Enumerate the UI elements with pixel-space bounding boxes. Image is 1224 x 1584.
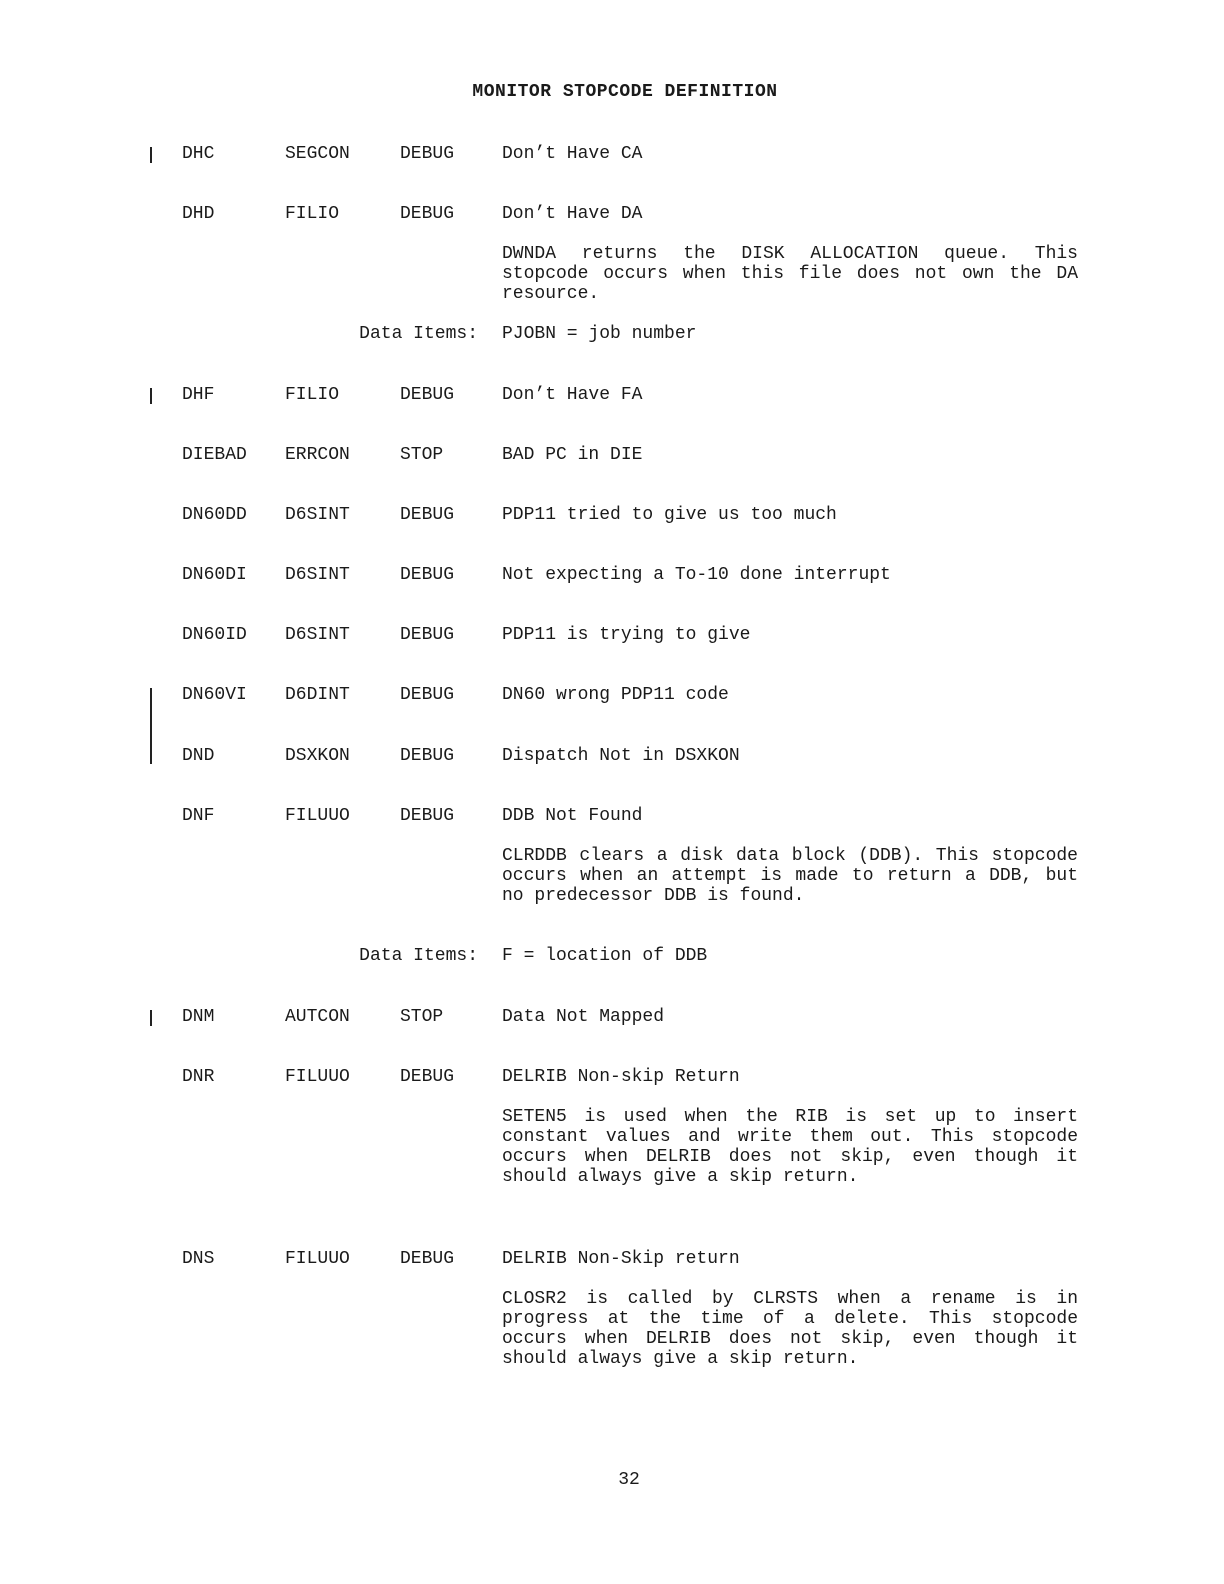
- stopcode-module: AUTCON: [285, 1007, 350, 1027]
- change-bar: [150, 388, 152, 404]
- stopcode-action: DEBUG: [400, 144, 455, 164]
- stopcode-module: FILUUO: [285, 1249, 350, 1269]
- stopcode-description: PDP11 tried to give us too much: [502, 505, 837, 525]
- change-bar: [150, 1010, 152, 1026]
- stopcode-name: DNR: [182, 1067, 215, 1087]
- stopcode-module: DSXKON: [285, 746, 350, 766]
- change-bar: [150, 147, 152, 163]
- data-items-label: Data Items:: [359, 324, 478, 344]
- stopcode-description: Not expecting a To-10 done interrupt: [502, 565, 891, 585]
- stopcode-action: DEBUG: [400, 1249, 455, 1269]
- stopcode-action: DEBUG: [400, 505, 455, 525]
- stopcode-name: DNM: [182, 1007, 215, 1027]
- stopcode-explanation: DWNDA returns the DISK ALLOCATION queue. This stopcode occurs when this file does not own the DA resource.: [502, 244, 1078, 304]
- stopcode-module: D6SINT: [285, 565, 350, 585]
- stopcode-explanation: CLRDDB clears a disk data block (DDB). This stopcode occurs when an attempt is made to return a DDB, but no predecessor DDB is found.: [502, 846, 1078, 906]
- data-items-label: Data Items:: [359, 946, 478, 966]
- stopcode-name: DIEBAD: [182, 445, 247, 465]
- stopcode-explanation: CLOSR2 is called by CLRSTS when a rename is in progress at the time of a delete. This stopcode occurs when DELRIB does not skip, even though it should always give a skip return.: [502, 1289, 1078, 1369]
- stopcode-action: DEBUG: [400, 685, 455, 705]
- page-title: MONITOR STOPCODE DEFINITION: [472, 82, 778, 102]
- stopcode-description: BAD PC in DIE: [502, 445, 643, 465]
- stopcode-module: FILUUO: [285, 1067, 350, 1087]
- stopcode-module: FILUUO: [285, 806, 350, 826]
- stopcode-module: ERRCON: [285, 445, 350, 465]
- stopcode-description: Don’t Have DA: [502, 204, 643, 224]
- stopcode-module: D6DINT: [285, 685, 350, 705]
- data-items-value: PJOBN = job number: [502, 324, 697, 344]
- stopcode-action: DEBUG: [400, 565, 455, 585]
- change-bar: [150, 688, 152, 764]
- stopcode-name: DN60ID: [182, 625, 247, 645]
- stopcode-action: DEBUG: [400, 204, 455, 224]
- stopcode-description: DELRIB Non-skip Return: [502, 1067, 740, 1087]
- page-number: 32: [618, 1470, 640, 1490]
- stopcode-name: DHC: [182, 144, 215, 164]
- stopcode-name: DHD: [182, 204, 215, 224]
- stopcode-description: DDB Not Found: [502, 806, 643, 826]
- stopcode-description: DN60 wrong PDP11 code: [502, 685, 729, 705]
- stopcode-name: DN60DD: [182, 505, 247, 525]
- stopcode-name: DND: [182, 746, 215, 766]
- stopcode-explanation: SETEN5 is used when the RIB is set up to insert constant values and write them out. This stopcode occurs when DELRIB does not skip, even though it should always give a skip return.: [502, 1107, 1078, 1187]
- stopcode-description: Don’t Have FA: [502, 385, 643, 405]
- stopcode-name: DNF: [182, 806, 215, 826]
- stopcode-description: Dispatch Not in DSXKON: [502, 746, 740, 766]
- stopcode-name: DHF: [182, 385, 215, 405]
- stopcode-action: DEBUG: [400, 385, 455, 405]
- stopcode-action: DEBUG: [400, 1067, 455, 1087]
- stopcode-module: FILIO: [285, 385, 340, 405]
- stopcode-module: D6SINT: [285, 505, 350, 525]
- stopcode-action: STOP: [400, 445, 444, 465]
- stopcode-name: DN60DI: [182, 565, 247, 585]
- data-items-value: F = location of DDB: [502, 946, 708, 966]
- stopcode-action: DEBUG: [400, 746, 455, 766]
- stopcode-description: PDP11 is trying to give: [502, 625, 751, 645]
- stopcode-module: FILIO: [285, 204, 340, 224]
- stopcode-action: DEBUG: [400, 806, 455, 826]
- stopcode-module: SEGCON: [285, 144, 350, 164]
- stopcode-name: DNS: [182, 1249, 215, 1269]
- stopcode-action: STOP: [400, 1007, 444, 1027]
- stopcode-name: DN60VI: [182, 685, 247, 705]
- stopcode-description: Don’t Have CA: [502, 144, 643, 164]
- stopcode-action: DEBUG: [400, 625, 455, 645]
- stopcode-description: Data Not Mapped: [502, 1007, 665, 1027]
- stopcode-module: D6SINT: [285, 625, 350, 645]
- stopcode-description: DELRIB Non-Skip return: [502, 1249, 740, 1269]
